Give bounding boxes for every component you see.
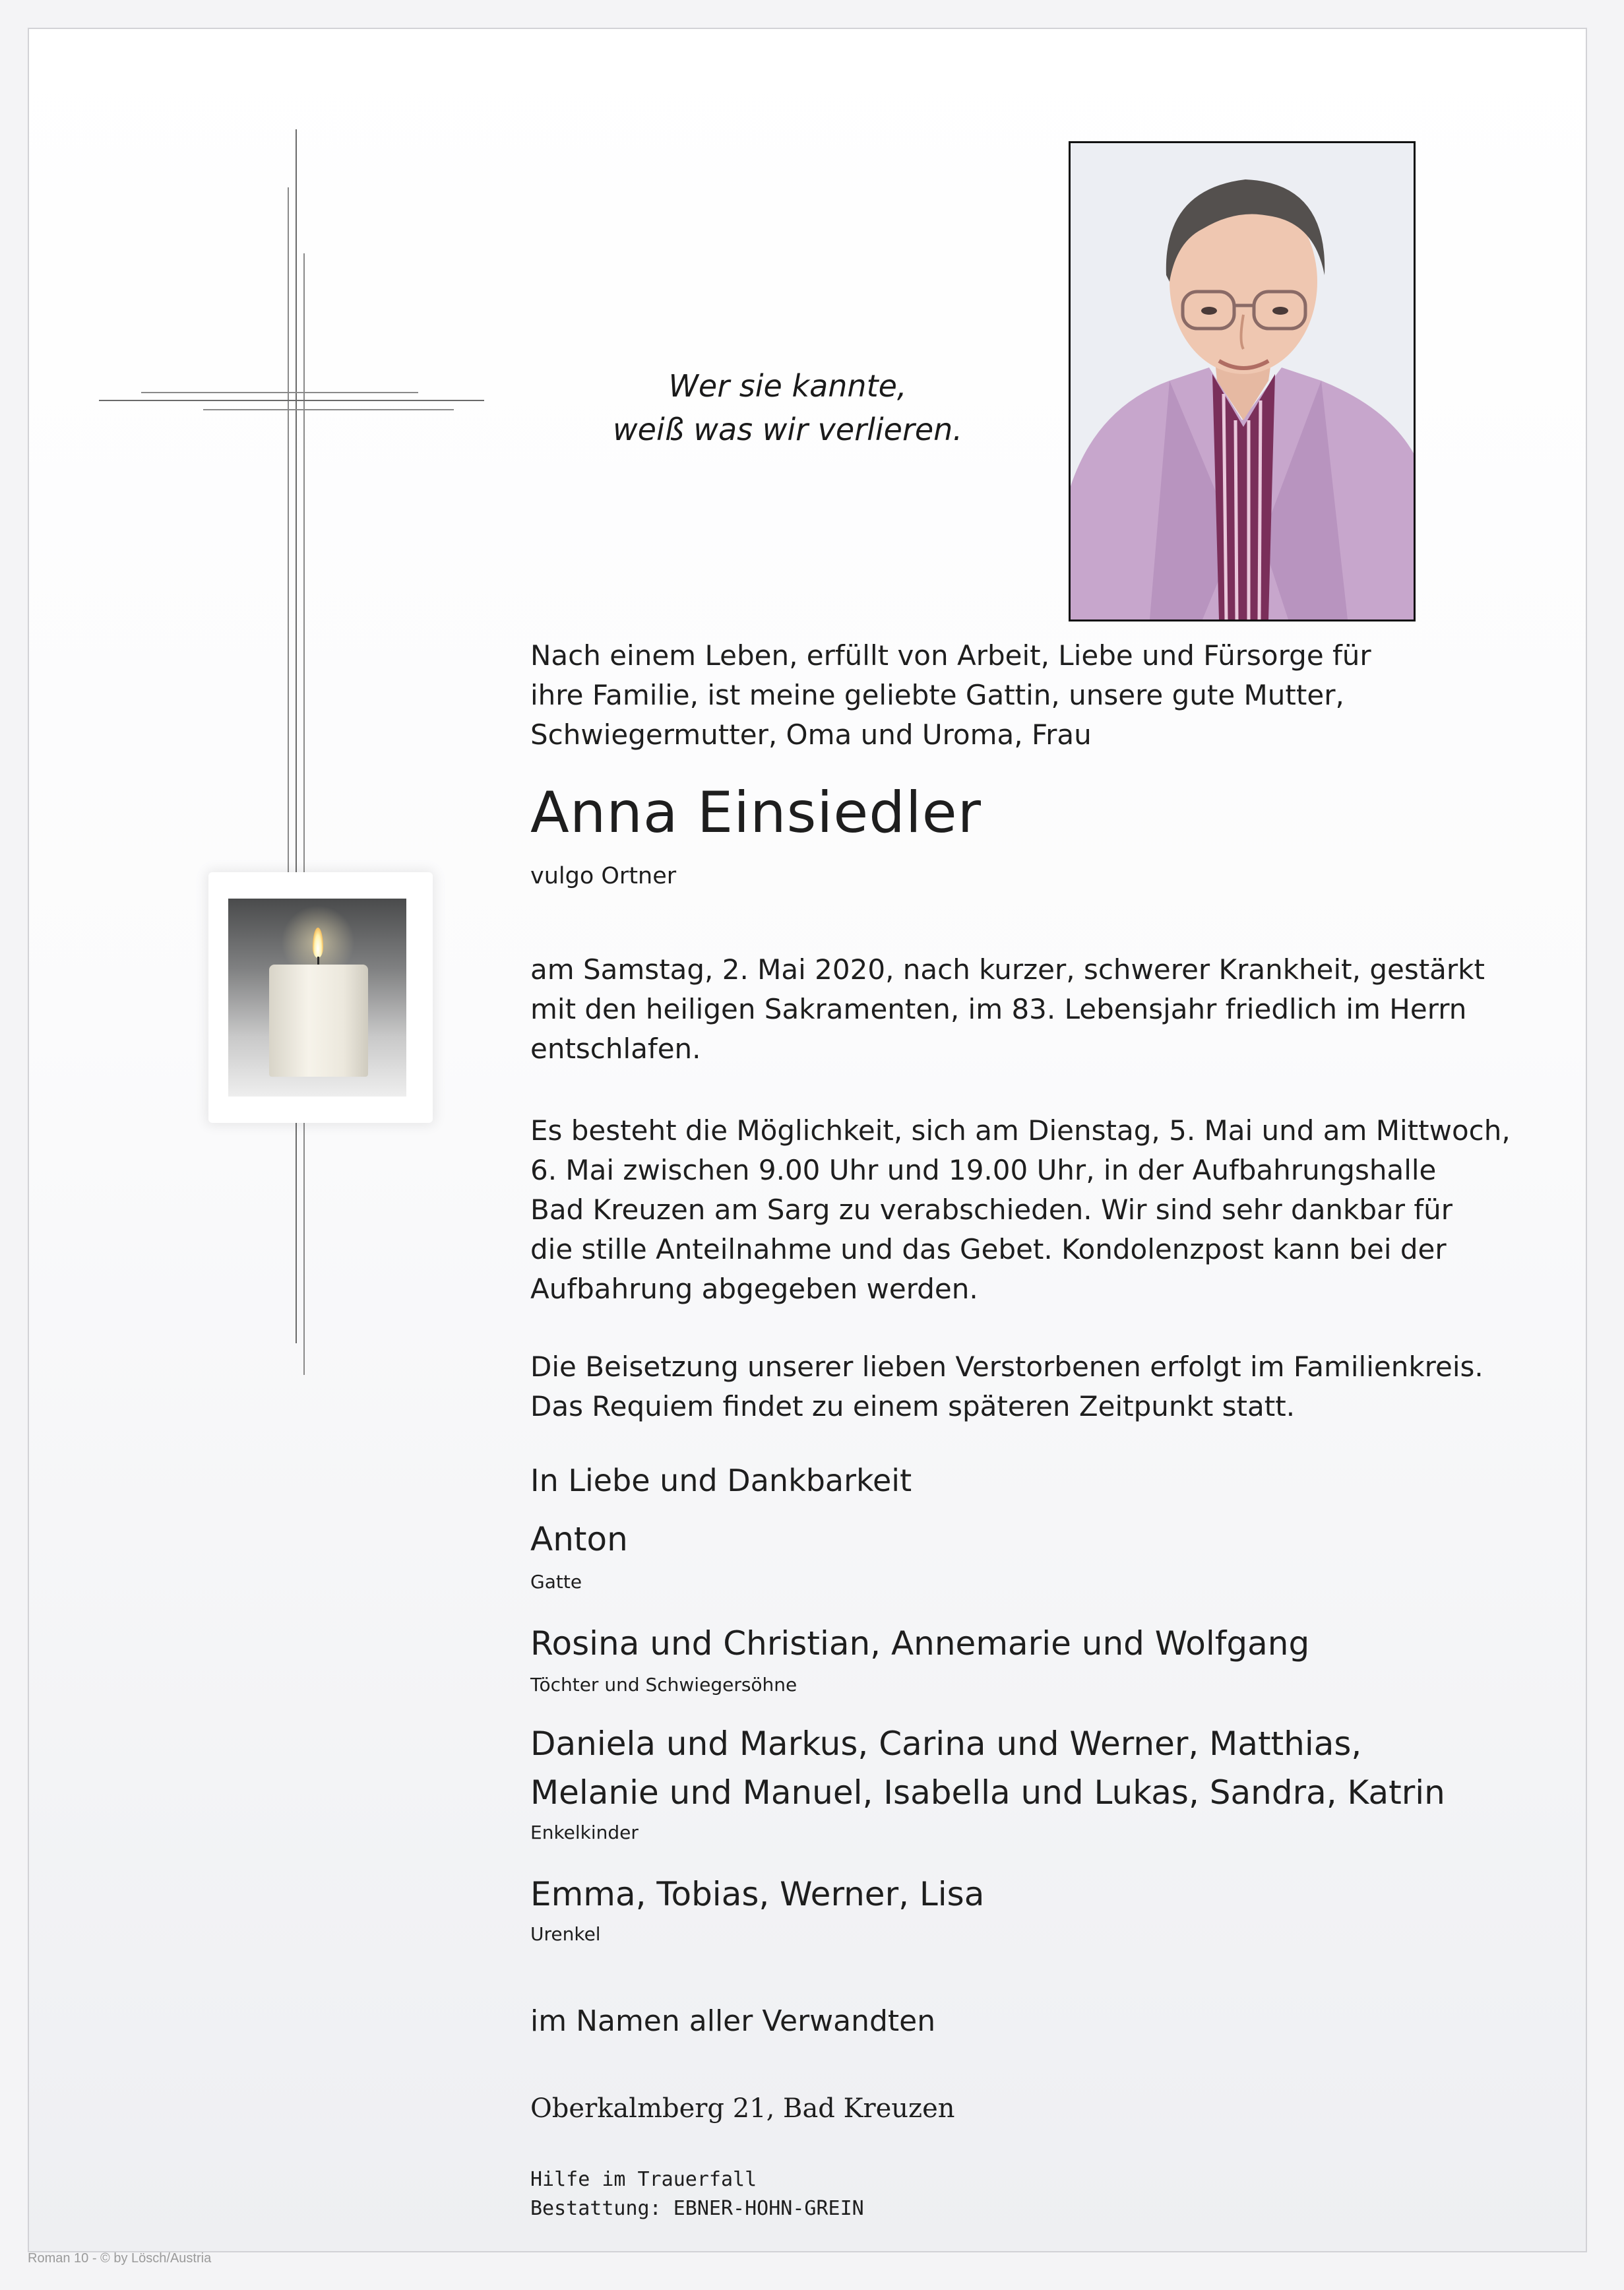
closing-phrase: In Liebe und Dankbarkeit xyxy=(530,1463,912,1498)
motto-verse xyxy=(544,364,1032,451)
intro-line: Schwiegermutter, Oma und Uroma, Frau xyxy=(530,718,1092,751)
death-notice xyxy=(530,950,1559,1069)
footer-credit: Roman 10 - © by Lösch/Austria xyxy=(28,2251,212,2266)
address: Oberkalmberg 21, Bad Kreuzen xyxy=(530,2093,955,2124)
on-behalf-line: im Namen aller Verwandten xyxy=(530,2004,936,2038)
motto-line: weiß was wir verlieren. xyxy=(613,412,962,447)
mourner-relation: Enkelkinder xyxy=(530,1822,639,1843)
motto-line: Wer sie kannte, xyxy=(668,368,907,404)
deceased-name: Anna Einsiedler xyxy=(530,780,982,846)
mourner-relation: Urenkel xyxy=(530,1923,601,1945)
mourner-name: Daniela und Markus, Carina und Werner, Matthias, xyxy=(530,1725,1362,1763)
intro-line: Nach einem Leben, erfüllt von Arbeit, Liebe und Fürsorge für xyxy=(530,639,1371,672)
mourner-name: Anton xyxy=(530,1520,628,1558)
notice-line: am Samstag, 2. Mai 2020, nach kurzer, schwerer Krankheit, gestärkt xyxy=(530,953,1485,986)
burial-line: Das Requiem findet zu einem späteren Zeitpunkt statt. xyxy=(530,1390,1296,1422)
mourner-relation: Töchter und Schwiegersöhne xyxy=(530,1674,797,1696)
mourner-name: Emma, Tobias, Werner, Lisa xyxy=(530,1875,985,1913)
viewing-line: Bad Kreuzen am Sarg zu verabschieden. Wir sind sehr dankbar für xyxy=(530,1193,1453,1226)
intro-paragraph xyxy=(530,636,1559,755)
obituary-sheet xyxy=(28,28,1587,2252)
mourner-relation: Gatte xyxy=(530,1571,582,1593)
viewing-paragraph xyxy=(530,1111,1559,1309)
portrait-photo xyxy=(1069,141,1416,621)
viewing-line: Aufbahrung abgegeben werden. xyxy=(530,1273,978,1305)
notice-line: mit den heiligen Sakramenten, im 83. Lebensjahr friedlich im Herrn xyxy=(530,993,1467,1025)
deceased-alias: vulgo Ortner xyxy=(530,863,677,889)
burial-line: Die Beisetzung unserer lieben Verstorbenen erfolgt im Familienkreis. xyxy=(530,1351,1483,1383)
viewing-line: 6. Mai zwischen 9.00 Uhr und 19.00 Uhr, in der Aufbahrungshalle xyxy=(530,1154,1437,1186)
mourner-name: Rosina und Christian, Annemarie und Wolfgang xyxy=(530,1624,1310,1663)
funeral-home-line: Bestattung: EBNER-HOHN-GREIN xyxy=(530,2197,864,2220)
burial-paragraph xyxy=(530,1347,1559,1426)
funeral-home-line: Hilfe im Trauerfall xyxy=(530,2168,757,2191)
funeral-home-info xyxy=(530,2165,1559,2223)
intro-line: ihre Familie, ist meine geliebte Gattin, unsere gute Mutter, xyxy=(530,679,1344,711)
notice-line: entschlafen. xyxy=(530,1033,701,1065)
candle-image xyxy=(208,872,433,1123)
viewing-line: die stille Anteilnahme und das Gebet. Kondolenzpost kann bei der xyxy=(530,1233,1447,1265)
mourner-names-block xyxy=(530,1719,1559,1817)
mourner-name: Melanie und Manuel, Isabella und Lukas, Sandra, Katrin xyxy=(530,1773,1445,1812)
viewing-line: Es besteht die Möglichkeit, sich am Dienstag, 5. Mai und am Mittwoch, xyxy=(530,1114,1511,1147)
